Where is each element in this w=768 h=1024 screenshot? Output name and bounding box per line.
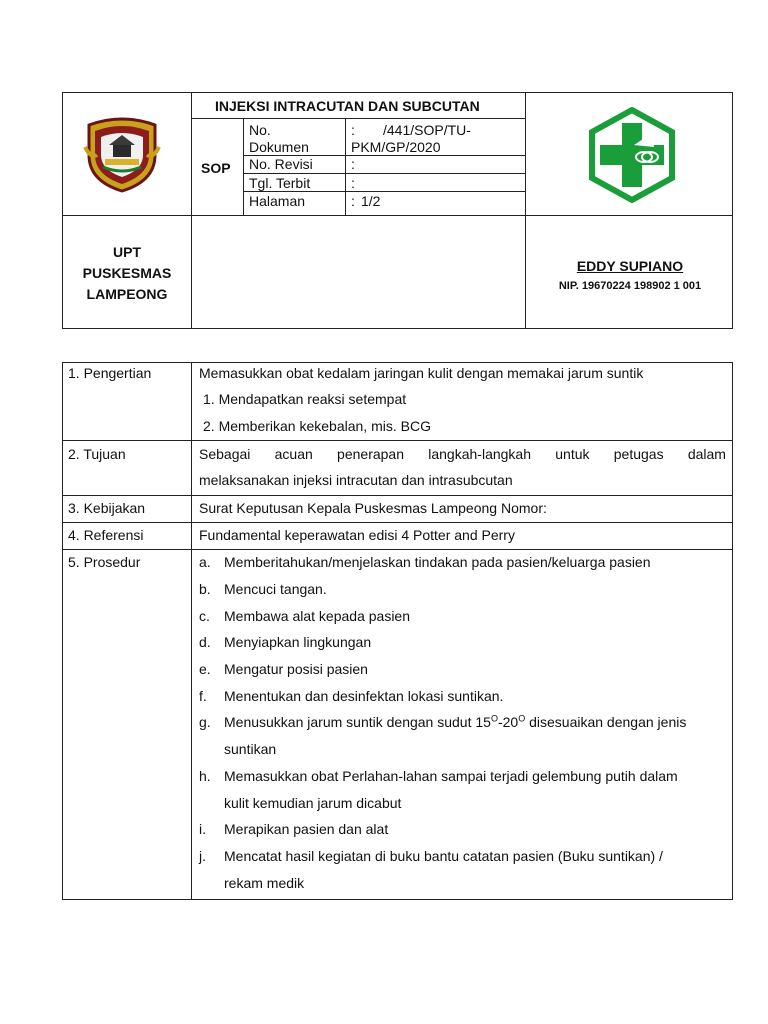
step-text: Memberitahukan/menjelaskan tindakan pada pasien/keluarga pasien [224,554,651,570]
referensi-text: Fundamental keperawatan edisi 4 Potter and Perry [199,527,515,543]
document-title: INJEKSI INTRACUTAN DAN SUBCUTAN [215,98,480,114]
step-text: Memasukkan obat Perlahan-lahan sampai terjadi gelembung putih dalam [224,768,678,784]
section-label-prosedur: 5. Prosedur [68,554,141,570]
puskesmas-logo-icon [584,107,680,203]
section-label-referensi: 4. Referensi [68,527,144,543]
section-label-kebijakan: 3. Kebijakan [68,500,146,516]
tujuan-word: acuan [274,446,313,462]
sop-content-table [62,362,733,900]
signer-name: EDDY SUPIANO [576,258,684,274]
step-text: Mencuci tangan. [224,581,327,597]
signer-nip: NIP. 19670224 198902 1 001 [558,280,702,292]
tujuan-word: penerapan [337,446,404,462]
pengertian-item-1: 1. Mendapatkan reaksi setempat [203,391,407,407]
field-colon: : [351,122,355,138]
field-label-halaman: Halaman [249,193,306,209]
regency-logo-icon [83,115,161,193]
field-colon: : [351,175,355,191]
step-text: Menyiapkan lingkungan [224,634,372,650]
unit-name-line2: PUSKESMAS [82,265,172,281]
document-header-table [62,92,733,329]
field-label-no-revisi: No. Revisi [249,156,313,172]
field-label-no-dokumen: No. [249,122,271,138]
section-label-tujuan: 2. Tujuan [68,446,126,462]
tujuan-line-2: melaksanakan injeksi intracutan dan intrasubcutan [199,472,513,488]
step-marker: i. [199,821,206,837]
unit-name-line1: UPT [113,244,141,260]
field-colon: : [351,193,355,209]
tujuan-word: untuk [555,446,590,462]
step-marker: e. [199,661,211,677]
degree-superscript: O [490,713,498,724]
step-marker: c. [199,608,210,624]
tujuan-word: Sebagai [199,446,251,462]
field-value-no-dokumen: /441/SOP/TU- [383,122,471,138]
step-text-continued: kulit kemudian jarum dicabut [224,795,402,811]
field-value-halaman: 1/2 [361,193,381,209]
step-text: Menentukan dan desinfektan lokasi suntikan. [224,688,504,704]
field-label-no-dokumen-2: Dokumen [249,139,309,155]
step-text [224,714,686,731]
step-marker: b. [199,581,211,597]
step-marker: d. [199,634,211,650]
kebijakan-text: Surat Keputusan Kepala Puskesmas Lampeong Nomor: [199,500,547,516]
step-text-part: -20 [497,714,519,730]
section-label-pengertian: 1. Pengertian [68,365,152,381]
field-value-no-dokumen-2: PKM/GP/2020 [351,139,441,155]
tujuan-word: dalam [687,446,726,462]
step-marker: f. [199,688,207,704]
step-text-continued: suntikan [224,741,277,757]
degree-superscript: O [518,713,526,724]
step-marker: h. [199,768,211,784]
step-text-part: disesuaikan dengan jenis [525,714,687,730]
unit-name-line3: LAMPEONG [86,286,168,302]
step-marker: g. [199,714,211,730]
step-text: Mencatat hasil kegiatan di buku bantu catatan pasien (Buku suntikan) / [224,848,663,864]
step-marker: j. [199,848,206,864]
step-text: Merapikan pasien dan alat [224,821,389,837]
pengertian-item-2: 2. Memberikan kekebalan, mis. BCG [203,418,431,434]
sop-label: SOP [201,160,231,176]
tujuan-line-1 [199,446,726,463]
field-label-tgl-terbit: Tgl. Terbit [249,175,311,191]
step-text-continued: rekam medik [224,875,305,891]
tujuan-word: petugas [613,446,664,462]
step-text: Membawa alat kepada pasien [224,608,411,624]
step-marker: a. [199,554,211,570]
step-text: Mengatur posisi pasien [224,661,368,677]
pengertian-text: Memasukkan obat kedalam jaringan kulit dengan memakai jarum suntik [199,365,644,381]
tujuan-word: langkah-langkah [428,446,531,462]
step-text-part: Menusukkan jarum suntik dengan sudut 15 [224,714,491,730]
field-colon: : [351,156,355,172]
